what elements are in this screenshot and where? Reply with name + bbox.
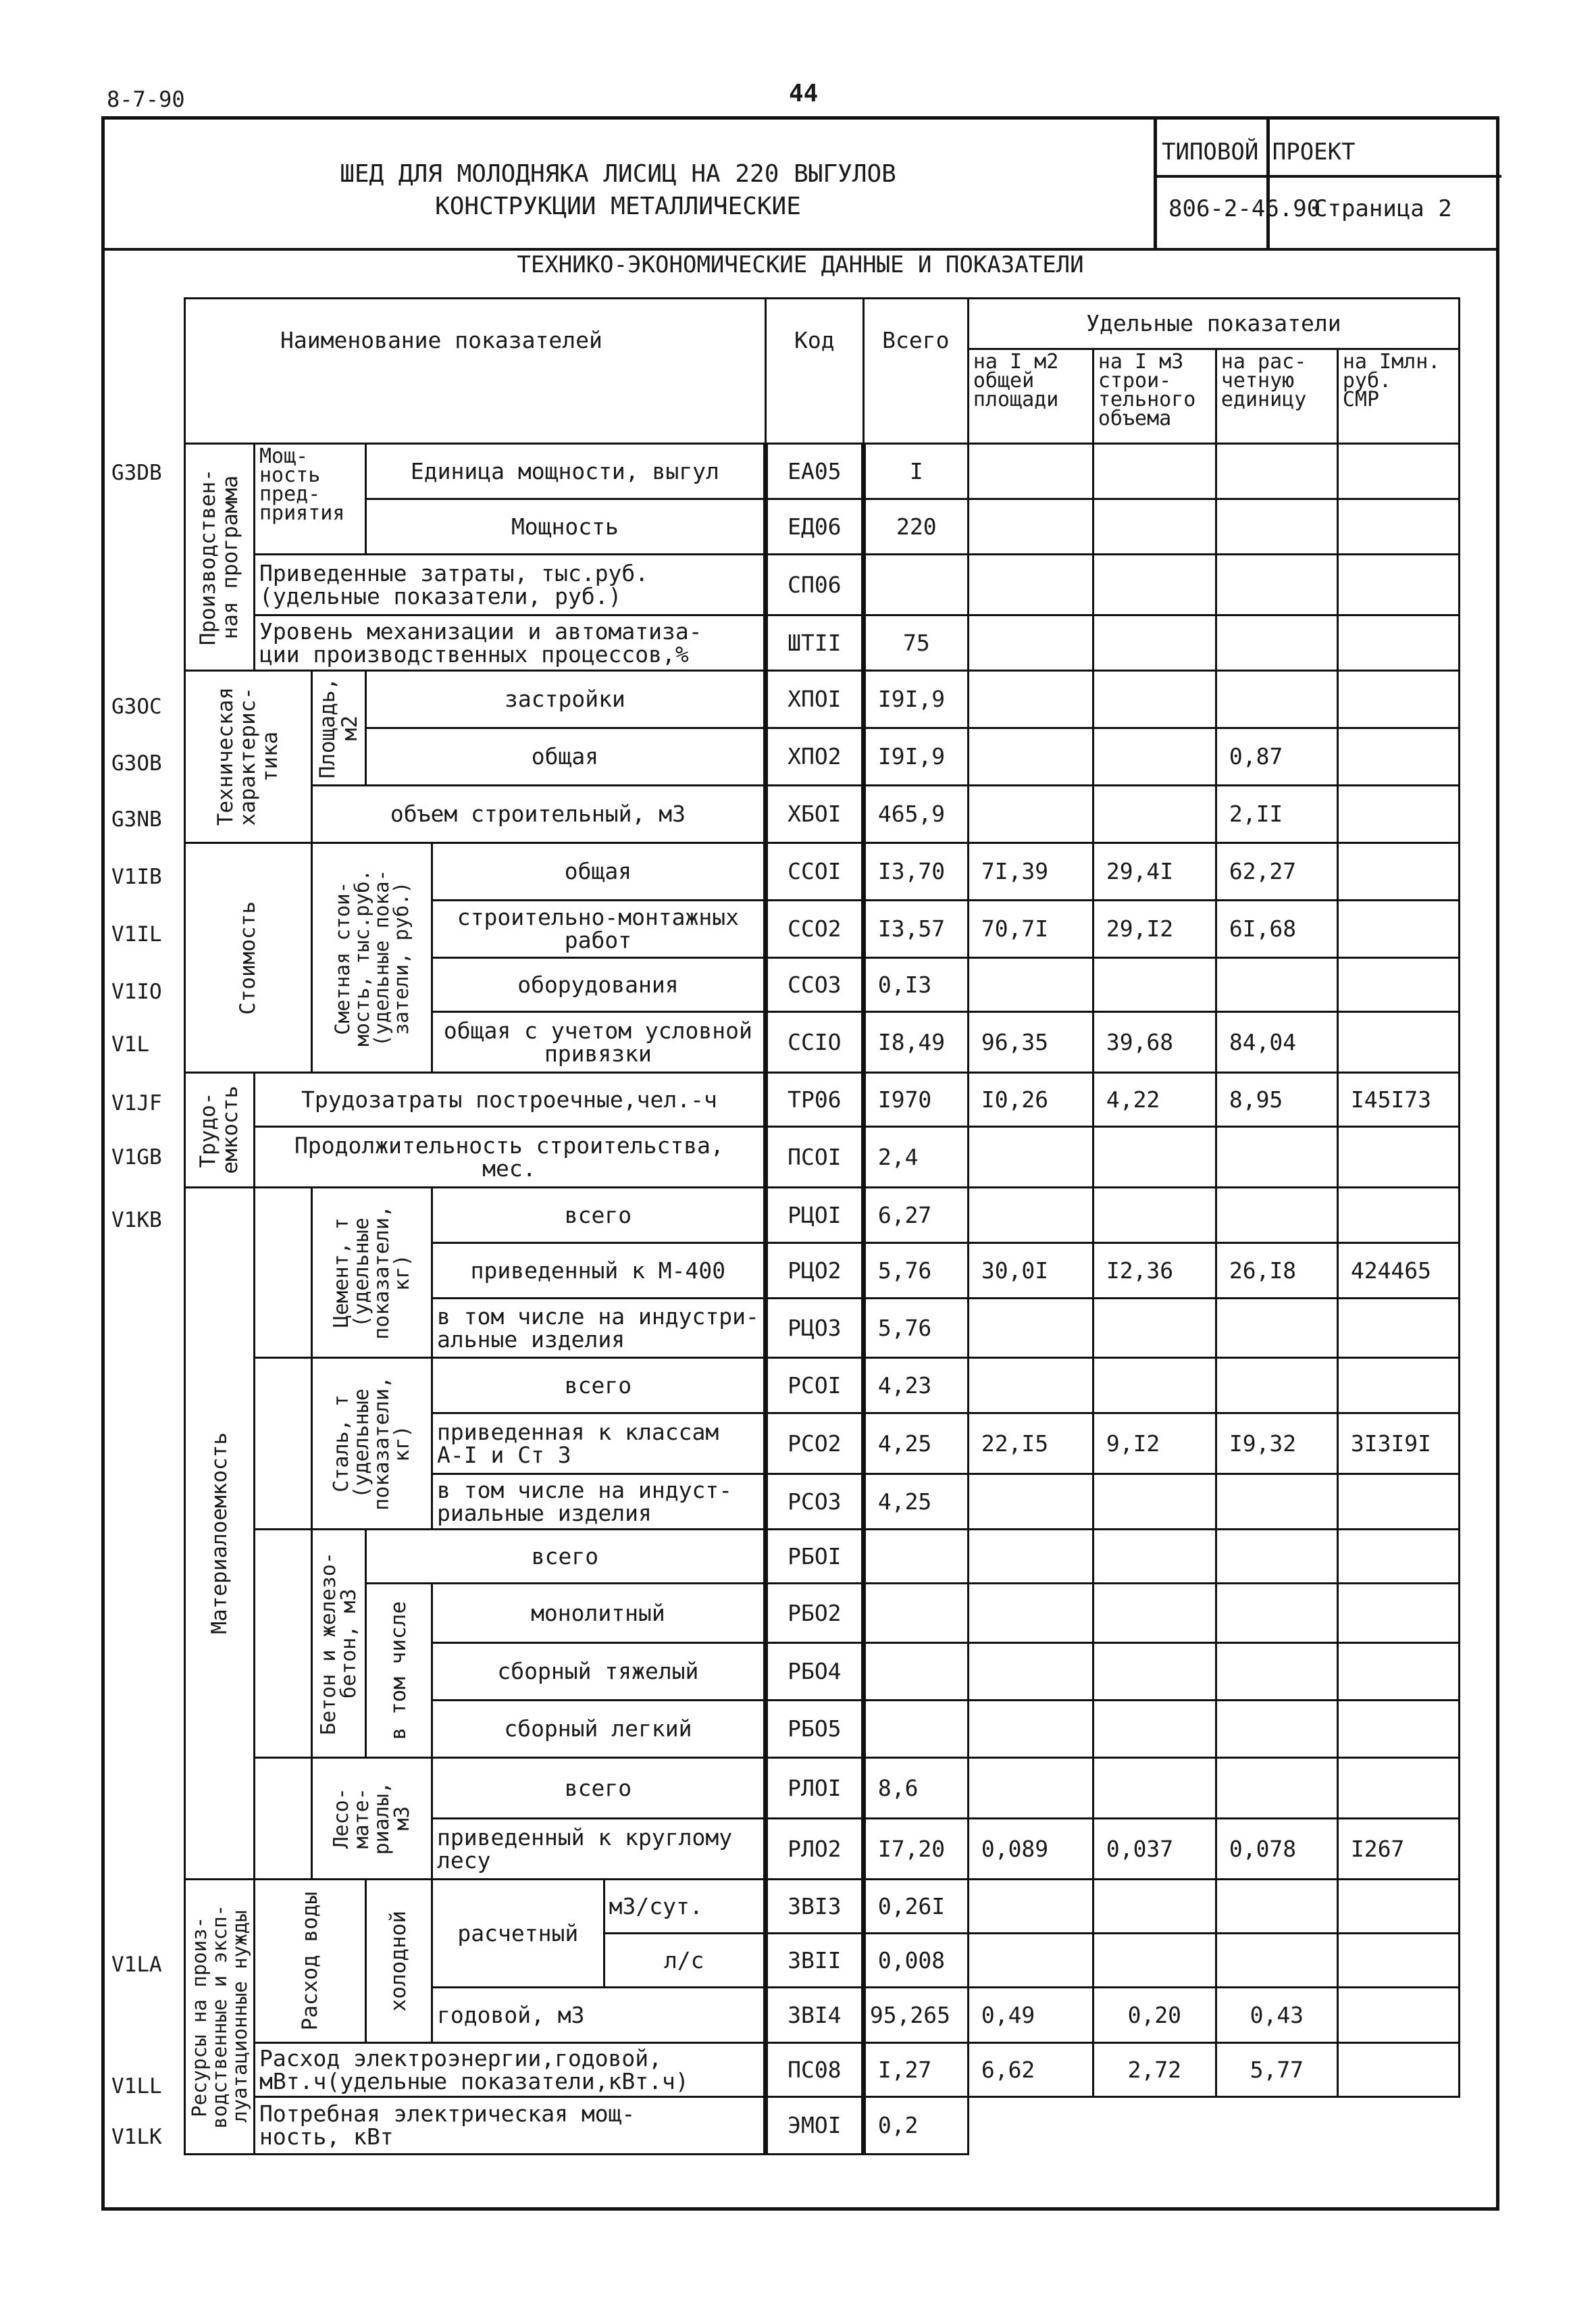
indicator-name: Потребная электрическая мощ- ность, кВт (255, 2097, 766, 2155)
indicator-total: I9I,9 (863, 671, 968, 728)
table-row (185, 499, 1460, 555)
indicator-code: ЗВII (765, 1934, 863, 1988)
indicator-per-m2: 7I,39 (968, 843, 1093, 901)
indicator-name: приведенный к М-400 (432, 1243, 766, 1299)
indicator-name: приведенный к круглому лесу (432, 1819, 766, 1880)
indicator-unit: м3/сут. (604, 1880, 765, 1934)
indicator-per-m3: 4,22 (1093, 1073, 1216, 1127)
col-code-header: Код (765, 299, 863, 444)
indicator-name: всего (432, 1758, 766, 1819)
table-header-row (185, 299, 1460, 349)
margin-code: V1GB (111, 1145, 162, 1169)
group-label: Сметная стои- мость, тыс.руб. (удельные пока- затели, руб.) (330, 869, 413, 1047)
margin-code: V1KB (111, 1208, 162, 1232)
col-per-m3-header: на I м3 строи- тельного объема (1093, 349, 1216, 444)
table-row (185, 2043, 1460, 2097)
margin-code: V1IB (111, 865, 162, 889)
margin-code: G3OB (111, 751, 162, 776)
group-label: Лесо- мате- риалы, м3 (329, 1782, 414, 1855)
indicator-code: РЦО2 (765, 1243, 863, 1299)
table-row (185, 1530, 1460, 1584)
indicator-name: Уровень механизации и автоматиза- ции производственных процессов,% (255, 615, 766, 671)
indicator-code: ССО3 (765, 958, 863, 1012)
group-label: Стоимость (236, 901, 260, 1015)
indicator-per-unit: 5,77 (1216, 2043, 1337, 2097)
indicator-name: застройки (366, 671, 766, 728)
indicator-code: ЗВI3 (765, 1880, 863, 1934)
col-total-header: Всего (863, 299, 968, 444)
indicator-name: общая с учетом условной привязки (432, 1012, 766, 1073)
indicator-per-unit: 26,I8 (1216, 1243, 1337, 1299)
indicator-code: ТР06 (765, 1073, 863, 1127)
indicator-total: 465,9 (863, 786, 968, 843)
indicator-name: сборный легкий (432, 1701, 766, 1758)
group-label: в том числе (386, 1601, 411, 1740)
indicator-code: ССО2 (765, 901, 863, 958)
indicator-code: РСО3 (765, 1474, 863, 1530)
group-label: Производствен- ная программа (196, 468, 242, 646)
indicator-per-mln: I45I73 (1337, 1073, 1459, 1127)
indicator-code: ЕД06 (765, 499, 863, 555)
indicator-total (863, 1530, 968, 1584)
indicator-per-unit: 2,II (1216, 786, 1337, 843)
indicator-total: 5,76 (863, 1243, 968, 1299)
margin-code: V1IL (111, 922, 162, 947)
indicator-code: РСОI (765, 1358, 863, 1413)
indicator-code: РБО5 (765, 1701, 863, 1758)
indicator-total: 95,265 (863, 1988, 968, 2043)
table-row (185, 843, 1460, 901)
indicator-per-unit: 84,04 (1216, 1012, 1337, 1073)
indicator-per-m3: 2,72 (1093, 2043, 1216, 2097)
indicator-total: 220 (863, 499, 968, 555)
indicator-total: 4,25 (863, 1474, 968, 1530)
indicator-per-mln: 3I3I9I (1337, 1413, 1459, 1474)
indicator-per-mln: I267 (1337, 1819, 1459, 1880)
indicator-per-unit: I9,32 (1216, 1413, 1337, 1474)
title-block (101, 116, 1499, 248)
margin-code: V1L (111, 1032, 149, 1057)
table-row (185, 1127, 1460, 1188)
page-number: 44 (789, 80, 819, 107)
group-label: холодной (386, 1910, 411, 2012)
project-number: 806-2-46.90 (1168, 195, 1321, 222)
indicator-per-m3: 0,20 (1093, 1988, 1216, 2043)
indicator-total (863, 1584, 968, 1643)
indicator-code: ПСОI (765, 1127, 863, 1188)
col-per-m2-header: на I м2 общей площади (968, 349, 1093, 444)
indicator-name: в том числе на индустри- альные изделия (432, 1299, 766, 1358)
indicator-per-unit: 8,95 (1216, 1073, 1337, 1127)
indicator-total: I7,20 (863, 1819, 968, 1880)
group-label: Площадь, м2 (315, 677, 362, 779)
indicator-name: всего (432, 1358, 766, 1413)
title-divider (1157, 175, 1501, 178)
indicator-per-m2: 22,I5 (968, 1413, 1093, 1474)
col-specific-header: Удельные показатели (968, 299, 1459, 349)
indicator-name: общая (366, 728, 766, 786)
indicator-total: 0,26I (863, 1880, 968, 1934)
col-per-unit-header: на рас- четную единицу (1216, 349, 1337, 444)
indicator-per-m2: 96,35 (968, 1012, 1093, 1073)
indicator-code: РЛОI (765, 1758, 863, 1819)
indicator-total: 0,2 (863, 2097, 968, 2155)
table-row (185, 615, 1460, 671)
indicator-per-mln: 424465 (1337, 1243, 1459, 1299)
indicator-name: Приведенные затраты, тыс.руб. (удельные показатели, руб.) (255, 555, 766, 615)
indicator-name: Продолжительность строительства, мес. (255, 1127, 766, 1188)
margin-code: V1JF (111, 1091, 162, 1115)
indicator-per-m3: 0,037 (1093, 1819, 1216, 1880)
indicator-code: РБОI (765, 1530, 863, 1584)
indicator-name: оборудования (432, 958, 766, 1012)
indicator-total: I (863, 444, 968, 499)
indicator-per-m2: I0,26 (968, 1073, 1093, 1127)
indicator-per-m2: 70,7I (968, 901, 1093, 958)
indicator-total: 2,4 (863, 1127, 968, 1188)
indicator-name: Расход электроэнергии,годовой, мВт.ч(удельные показатели,кВт.ч) (255, 2043, 766, 2097)
indicator-per-m2: 30,0I (968, 1243, 1093, 1299)
col-name-header: Наименование показателей (185, 299, 766, 444)
indicator-code: РЛО2 (765, 1819, 863, 1880)
table-row (185, 1758, 1460, 1819)
indicator-code: ХПО2 (765, 728, 863, 786)
indicator-total: I970 (863, 1073, 968, 1127)
indicator-code: РСО2 (765, 1413, 863, 1474)
group-label: Мощ- ность пред- приятия (255, 444, 366, 555)
indicator-total: I3,70 (863, 843, 968, 901)
indicator-name: расчетный (432, 1880, 604, 1988)
indicator-code: РЦО3 (765, 1299, 863, 1358)
indicator-per-m3: 29,4I (1093, 843, 1216, 901)
indicator-name: всего (366, 1530, 766, 1584)
indicator-name: Мощность (366, 499, 766, 555)
indicator-total: 8,6 (863, 1758, 968, 1819)
col-per-mln-header: на Iмлн. руб. СМР (1337, 349, 1459, 444)
indicator-total (863, 1643, 968, 1701)
table-row (185, 671, 1460, 728)
margin-code: V1LA (111, 1953, 162, 1977)
table-row (185, 1584, 1460, 1643)
group-label: Материалоемкость (207, 1432, 232, 1634)
section-title: ТЕХНИКО-ЭКОНОМИЧЕСКИЕ ДАННЫЕ И ПОКАЗАТЕЛИ (517, 251, 1084, 278)
indicator-total (863, 1701, 968, 1758)
indicator-total: I3,57 (863, 901, 968, 958)
table-row (185, 444, 1460, 499)
indicator-total: 4,25 (863, 1413, 968, 1474)
page-label: Страница 2 (1314, 195, 1452, 222)
indicator-name: общая (432, 843, 766, 901)
indicator-name: Трудозатраты построечные,чел.-ч (255, 1073, 766, 1127)
indicator-code: ЗВI4 (765, 1988, 863, 2043)
indicator-per-m3: 29,I2 (1093, 901, 1216, 958)
indicator-unit: л/с (604, 1934, 765, 1988)
indicator-code: ПС08 (765, 2043, 863, 2097)
table-row (185, 1358, 1460, 1413)
project-label: ТИПОВОЙ ПРОЕКТ (1162, 139, 1356, 166)
table-row (185, 1880, 1460, 1934)
indicator-total: I9I,9 (863, 728, 968, 786)
indicator-per-unit: 6I,68 (1216, 901, 1337, 958)
table-row (185, 1188, 1460, 1243)
indicator-code: ССIО (765, 1012, 863, 1073)
indicator-name: строительно-монтажных работ (432, 901, 766, 958)
indicator-code: ЭМОI (765, 2097, 863, 2155)
indicator-total: I8,49 (863, 1012, 968, 1073)
margin-code: G3OC (111, 695, 162, 719)
table-row (185, 2097, 1460, 2155)
indicator-name: монолитный (432, 1584, 766, 1643)
indicator-per-m2: 0,089 (968, 1819, 1093, 1880)
table-row (185, 1073, 1460, 1127)
group-label: Сталь, т (удельные показатели, кг) (329, 1376, 414, 1511)
title-divider (1154, 120, 1157, 248)
indicator-code: РБО4 (765, 1643, 863, 1701)
indicator-code: ССОI (765, 843, 863, 901)
indicator-name: годовой, м3 (432, 1988, 766, 2043)
indicator-code: ХБОI (765, 786, 863, 843)
group-label: Трудо- емкость (196, 1086, 242, 1174)
indicator-code: ХПОI (765, 671, 863, 728)
indicator-code: РБО2 (765, 1584, 863, 1643)
indicator-total: 6,27 (863, 1188, 968, 1243)
indicator-code: СП06 (765, 555, 863, 615)
indicators-table (184, 297, 1460, 2155)
margin-code: V1LL (111, 2074, 162, 2098)
margin-code: V1LK (111, 2125, 162, 2149)
indicator-code: ЕА05 (765, 444, 863, 499)
indicator-name: в том числе на индуст- риальные изделия (432, 1474, 766, 1530)
document-subtitle: КОНСТРУКЦИИ МЕТАЛЛИЧЕСКИЕ (435, 193, 801, 220)
indicator-total: 0,I3 (863, 958, 968, 1012)
indicator-per-unit: 0,43 (1216, 1988, 1337, 2043)
indicator-name: всего (432, 1188, 766, 1243)
indicator-per-unit: 0,87 (1216, 728, 1337, 786)
indicator-per-m3: 9,I2 (1093, 1413, 1216, 1474)
indicator-total: 4,23 (863, 1358, 968, 1413)
indicator-per-m2: 6,62 (968, 2043, 1093, 2097)
indicator-per-unit: 62,27 (1216, 843, 1337, 901)
group-label: Ресурсы на произ- водственные и эксп- луатационные нужды (188, 1905, 251, 2129)
table-row (185, 786, 1460, 843)
indicator-total: 5,76 (863, 1299, 968, 1358)
group-label: Цемент, т (удельные показатели, кг) (329, 1205, 414, 1340)
table-row (185, 555, 1460, 615)
indicator-name: приведенная к классам А-I и Ст 3 (432, 1413, 766, 1474)
page-code: 8-7-90 (107, 86, 185, 112)
margin-code: G3DB (111, 461, 162, 485)
document-title: ШЕД ДЛЯ МОЛОДНЯКА ЛИСИЦ НА 220 ВЫГУЛОВ (340, 160, 896, 188)
indicator-name: Единица мощности, выгул (366, 444, 766, 499)
indicator-code: ШТII (765, 615, 863, 671)
margin-code: V1IO (111, 980, 162, 1004)
indicator-total: 75 (863, 615, 968, 671)
group-label: Техническая характерис- тика (213, 687, 282, 826)
indicator-total: 0,008 (863, 1934, 968, 1988)
indicator-code: РЦОI (765, 1188, 863, 1243)
indicator-name: сборный тяжелый (432, 1643, 766, 1701)
group-label: Расход воды (297, 1891, 322, 2031)
margin-code: G3NB (111, 807, 162, 832)
indicator-total: I,27 (863, 2043, 968, 2097)
indicator-per-m3: 39,68 (1093, 1012, 1216, 1073)
indicator-name: объем строительный, м3 (312, 786, 766, 843)
indicator-per-m3: I2,36 (1093, 1243, 1216, 1299)
indicator-per-unit: 0,078 (1216, 1819, 1337, 1880)
table-row (185, 728, 1460, 786)
group-label: Бетон и железо- бетон, м3 (316, 1552, 361, 1735)
indicator-total (863, 555, 968, 615)
indicator-per-m2: 0,49 (968, 1988, 1093, 2043)
